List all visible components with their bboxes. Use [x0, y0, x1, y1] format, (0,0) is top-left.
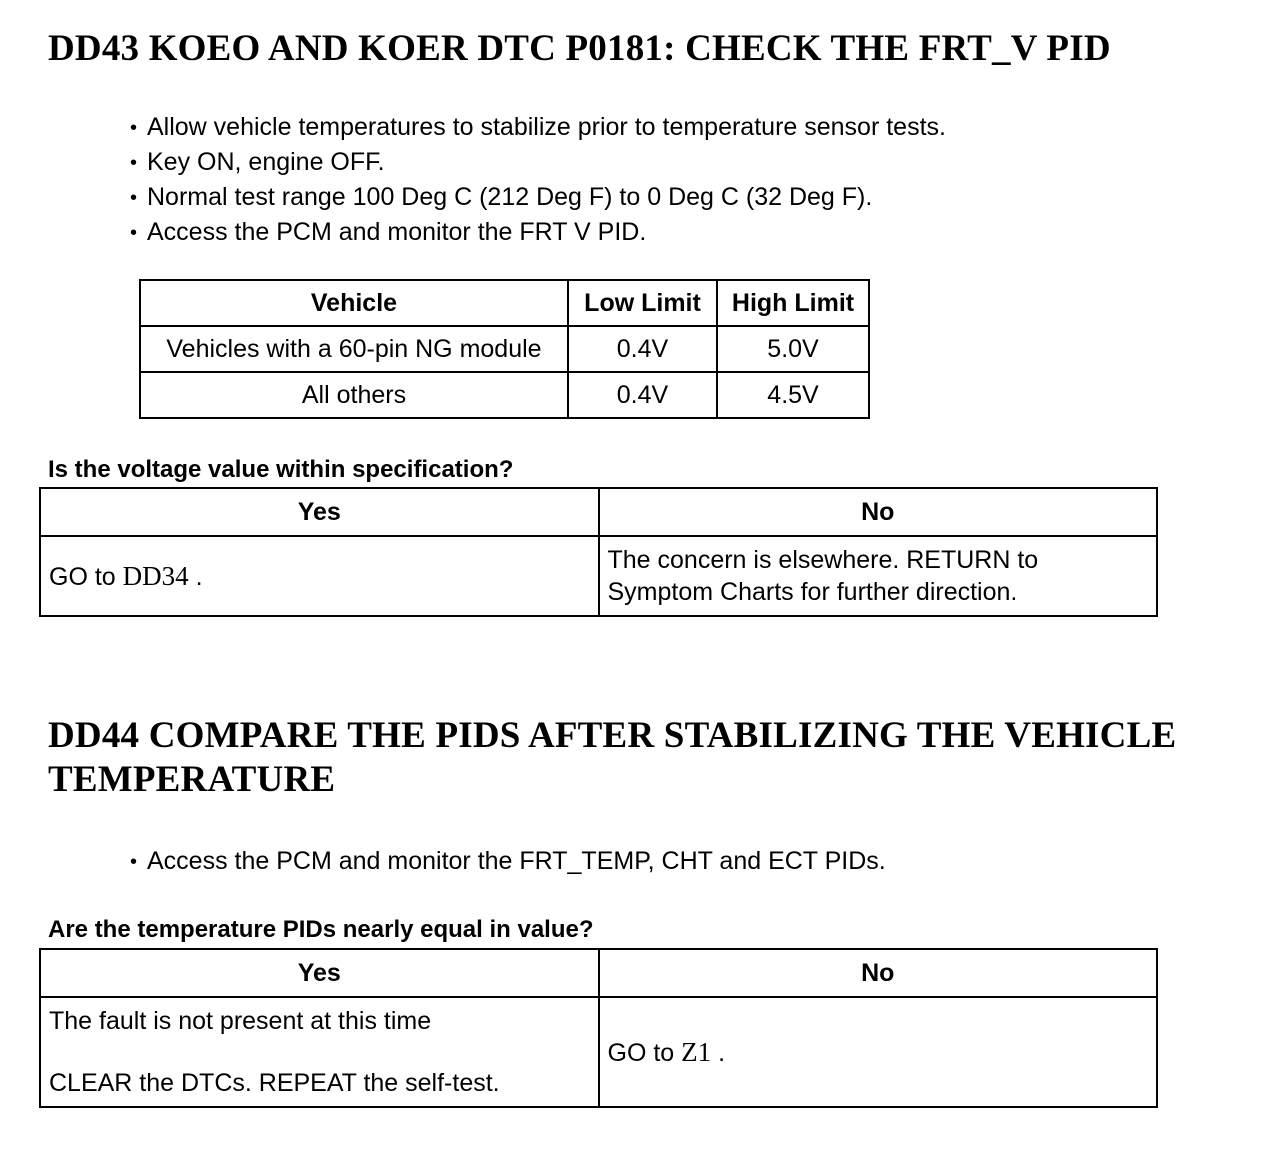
- table-row: [140, 372, 869, 418]
- high-limit-cell: 4.5V: [717, 372, 869, 418]
- voltage-spec-table: [139, 279, 870, 419]
- yes-prefix: GO to: [49, 562, 123, 591]
- dd34-link[interactable]: DD34: [122, 560, 189, 591]
- yes-cell: [40, 997, 599, 1107]
- vehicle-cell: All others: [140, 372, 568, 418]
- low-limit-cell: 0.4V: [568, 372, 717, 418]
- no-cell: [599, 997, 1158, 1107]
- dd43-question: Is the voltage value within specification?: [48, 456, 514, 483]
- z1-link[interactable]: Z1: [681, 1036, 712, 1067]
- table-header-row: [140, 280, 869, 326]
- dd44-instructions-list: [130, 844, 886, 879]
- no-header: No: [599, 488, 1158, 536]
- table-row: [40, 997, 1157, 1107]
- yes-suffix: .: [188, 562, 203, 591]
- list-item: • Access the PCM and monitor the FRT_TEMP, CHT and ECT PIDs.: [130, 844, 886, 879]
- vehicle-header: Vehicle: [140, 280, 568, 326]
- list-item: • Allow vehicle temperatures to stabilize prior to temperature sensor tests.: [130, 110, 946, 145]
- low-limit-cell: 0.4V: [568, 326, 717, 372]
- dd43-instructions-list: [130, 110, 946, 250]
- table-header-row: [40, 949, 1157, 997]
- vehicle-cell: Vehicles with a 60-pin NG module: [140, 326, 568, 372]
- no-header: No: [599, 949, 1158, 997]
- high-limit-cell: 5.0V: [717, 326, 869, 372]
- yes-line-1: The fault is not present at this time: [49, 1007, 432, 1035]
- list-item: • Access the PCM and monitor the FRT V PID.: [130, 215, 946, 250]
- yes-cell: [40, 536, 599, 616]
- no-cell: The concern is elsewhere. RETURN to Symptom Charts for further direction.: [599, 536, 1158, 616]
- table-row: [140, 326, 869, 372]
- dd44-question: Are the temperature PIDs nearly equal in value?: [48, 916, 594, 943]
- no-suffix: .: [711, 1038, 726, 1067]
- low-limit-header: Low Limit: [568, 280, 717, 326]
- yes-header: Yes: [40, 488, 599, 536]
- yes-header: Yes: [40, 949, 599, 997]
- list-item: • Key ON, engine OFF.: [130, 145, 946, 180]
- dd43-yes-no-table: [39, 487, 1158, 617]
- list-item: • Normal test range 100 Deg C (212 Deg F) to 0 Deg C (32 Deg F).: [130, 180, 946, 215]
- table-header-row: [40, 488, 1157, 536]
- no-prefix: GO to: [607, 1038, 682, 1067]
- dd44-yes-no-table: [39, 948, 1158, 1108]
- section-dd44-title: DD44 COMPARE THE PIDS AFTER STABILIZING THE VEHICLE TEMPERATURE: [48, 715, 1177, 800]
- high-limit-header: High Limit: [717, 280, 869, 326]
- table-row: [40, 536, 1157, 616]
- section-dd43-title: DD43 KOEO AND KOER DTC P0181: CHECK THE FRT_V PID: [48, 28, 1111, 69]
- yes-line-2: CLEAR the DTCs. REPEAT the self-test.: [49, 1069, 500, 1097]
